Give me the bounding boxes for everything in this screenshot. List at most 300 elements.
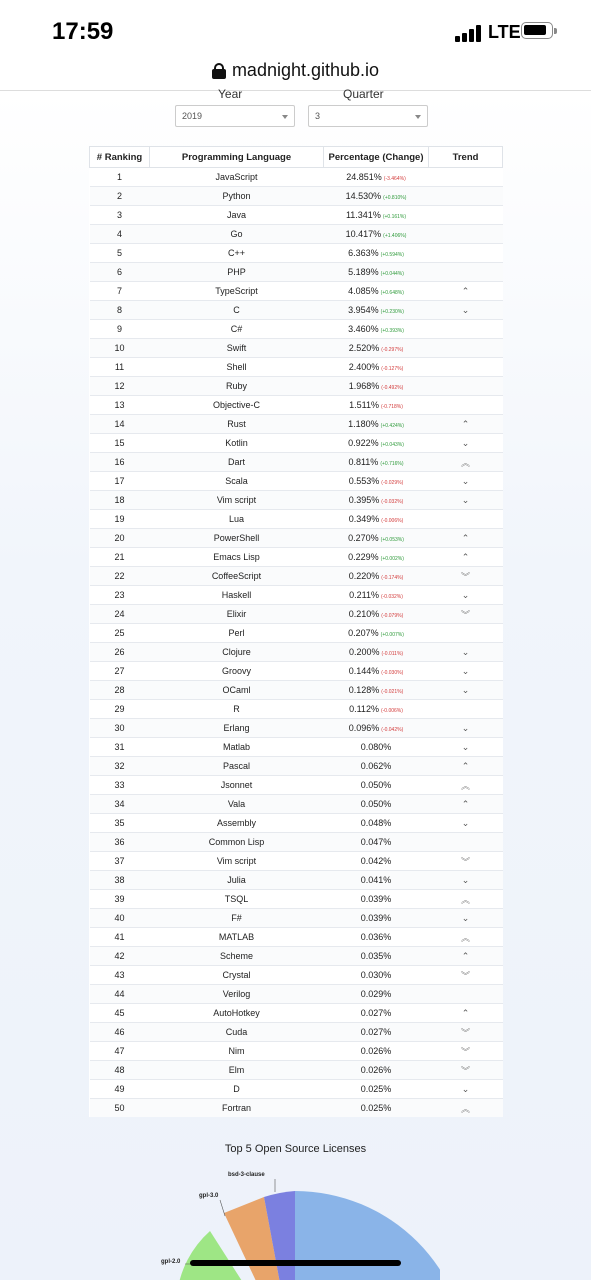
percentage-change: (+0.716%) [380, 461, 404, 467]
trend-cell [429, 795, 503, 814]
table-row [90, 909, 503, 928]
percentage-cell [324, 871, 429, 890]
percentage-change: (-0.011%) [381, 651, 404, 657]
percentage-change: (+0.594%) [380, 252, 404, 258]
percentage-cell [324, 776, 429, 795]
home-indicator[interactable] [190, 1260, 401, 1266]
table-row [90, 491, 503, 510]
rank-cell: 1 [90, 168, 150, 187]
trend-cell [429, 491, 503, 510]
double-chevron-down-icon: ︾ [460, 856, 470, 867]
page-content [0, 87, 591, 1280]
trend-cell [429, 1061, 503, 1080]
trend-cell [429, 510, 503, 529]
percentage-value: 0.144% [348, 666, 380, 676]
trend-cell [429, 814, 503, 833]
percentage-cell [324, 700, 429, 719]
percentage-cell [324, 643, 429, 662]
language-cell: Common Lisp [150, 833, 324, 852]
language-cell: Crystal [150, 966, 324, 985]
rank-cell: 25 [90, 624, 150, 643]
trend-cell [429, 529, 503, 548]
percentage-value: 0.025% [360, 1084, 392, 1094]
trend-cell [429, 1042, 503, 1061]
language-cell: TypeScript [150, 282, 324, 301]
chevron-down-icon: ⌄ [461, 741, 470, 752]
chevron-down-icon: ⌄ [461, 874, 470, 885]
rank-cell: 14 [90, 415, 150, 434]
percentage-change: (-0.297%) [381, 347, 404, 353]
trend-cell [429, 624, 503, 643]
percentage-cell [324, 890, 429, 909]
rank-cell: 31 [90, 738, 150, 757]
lock-icon [212, 63, 226, 79]
percentage-cell [324, 681, 429, 700]
double-chevron-down-icon: ︾ [460, 1027, 470, 1038]
language-cell: C [150, 301, 324, 320]
trend-cell [429, 1080, 503, 1099]
table-row [90, 966, 503, 985]
trend-cell [429, 263, 503, 282]
percentage-change: (+0.230%) [380, 309, 404, 315]
table-row [90, 643, 503, 662]
rank-cell: 22 [90, 567, 150, 586]
trend-cell [429, 662, 503, 681]
percentage-value: 0.128% [348, 685, 380, 695]
percentage-cell [324, 985, 429, 1004]
trend-cell [429, 586, 503, 605]
percentage-value: 0.041% [360, 875, 392, 885]
percentage-cell [324, 814, 429, 833]
language-cell: Ruby [150, 377, 324, 396]
percentage-value: 0.096% [348, 723, 380, 733]
percentage-cell [324, 377, 429, 396]
rank-cell: 35 [90, 814, 150, 833]
trend-cell [429, 187, 503, 206]
table-row [90, 358, 503, 377]
table-header-row [90, 147, 503, 168]
rank-cell: 8 [90, 301, 150, 320]
rank-cell: 33 [90, 776, 150, 795]
rank-cell: 20 [90, 529, 150, 548]
percentage-cell [324, 1061, 429, 1080]
percentage-cell [324, 928, 429, 947]
language-cell: Emacs Lisp [150, 548, 324, 567]
rank-cell: 26 [90, 643, 150, 662]
table-row [90, 1099, 503, 1118]
double-chevron-down-icon: ︾ [460, 609, 470, 620]
chevron-down-icon: ⌄ [461, 912, 470, 923]
language-cell: JavaScript [150, 168, 324, 187]
percentage-value: 24.851% [346, 172, 382, 182]
double-chevron-down-icon: ︾ [460, 970, 470, 981]
rank-cell: 10 [90, 339, 150, 358]
pie-label-bsd-3-clause: bsd-3-clause [228, 1172, 265, 1178]
percentage-value: 3.460% [348, 324, 379, 334]
chevron-up-icon: ⌃ [461, 798, 470, 809]
language-cell: Go [150, 225, 324, 244]
language-cell: F# [150, 909, 324, 928]
percentage-cell [324, 225, 429, 244]
table-row [90, 852, 503, 871]
year-select-value: 2019 [182, 111, 203, 121]
year-select[interactable] [175, 105, 295, 127]
trend-cell [429, 168, 503, 187]
language-cell: AutoHotkey [150, 1004, 324, 1023]
trend-cell [429, 738, 503, 757]
language-cell: Dart [150, 453, 324, 472]
rank-cell: 49 [90, 1080, 150, 1099]
trend-cell [429, 776, 503, 795]
percentage-value: 4.085% [348, 286, 379, 296]
chevron-down-icon: ⌄ [461, 304, 470, 315]
language-cell: PHP [150, 263, 324, 282]
percentage-change: (-0.079%) [381, 613, 404, 619]
rank-cell: 45 [90, 1004, 150, 1023]
rank-cell: 16 [90, 453, 150, 472]
chevron-up-icon: ⌃ [461, 285, 470, 296]
percentage-cell [324, 529, 429, 548]
language-cell: Verilog [150, 985, 324, 1004]
language-cell: Elixir [150, 605, 324, 624]
table-row [90, 396, 503, 415]
percentage-value: 0.042% [360, 856, 392, 866]
percentage-value: 0.025% [360, 1103, 392, 1113]
language-cell: OCaml [150, 681, 324, 700]
percentage-value: 0.270% [348, 533, 379, 543]
percentage-value: 0.027% [360, 1027, 392, 1037]
table-row [90, 187, 503, 206]
trend-cell [429, 757, 503, 776]
rank-cell: 40 [90, 909, 150, 928]
percentage-value: 0.030% [360, 970, 392, 980]
header-percentage[interactable]: Percentage (Change) [324, 147, 429, 168]
percentage-value: 0.039% [360, 913, 392, 923]
table-row [90, 510, 503, 529]
header-trend[interactable]: Trend [429, 147, 503, 168]
language-cell: Swift [150, 339, 324, 358]
rank-cell: 34 [90, 795, 150, 814]
percentage-cell [324, 282, 429, 301]
rank-cell: 43 [90, 966, 150, 985]
language-cell: Perl [150, 624, 324, 643]
trend-cell [429, 358, 503, 377]
percentage-cell [324, 947, 429, 966]
table-row [90, 1061, 503, 1080]
trend-cell [429, 871, 503, 890]
percentage-value: 0.039% [360, 894, 392, 904]
language-cell: Objective-C [150, 396, 324, 415]
table-row [90, 928, 503, 947]
percentage-change: (-0.718%) [380, 404, 403, 410]
percentage-cell [324, 1042, 429, 1061]
percentage-value: 3.954% [348, 305, 379, 315]
network-type: LTE [488, 22, 521, 42]
trend-cell [429, 1023, 503, 1042]
table-row [90, 757, 503, 776]
percentage-change: (+1.406%) [383, 233, 407, 239]
language-cell: Groovy [150, 662, 324, 681]
percentage-cell [324, 567, 429, 586]
chevron-down-icon: ⌄ [461, 1083, 470, 1094]
percentage-cell [324, 757, 429, 776]
trend-cell [429, 453, 503, 472]
trend-cell [429, 339, 503, 358]
year-label: Year [218, 87, 243, 101]
trend-cell [429, 244, 503, 263]
chevron-up-icon: ⌃ [461, 551, 470, 562]
trend-cell [429, 966, 503, 985]
address-bar[interactable] [0, 50, 591, 91]
percentage-value: 0.035% [360, 951, 392, 961]
rank-cell: 28 [90, 681, 150, 700]
percentage-value: 0.211% [349, 590, 379, 600]
percentage-value: 0.050% [360, 799, 392, 809]
chevron-down-icon: ⌄ [461, 684, 470, 695]
battery-icon [521, 22, 553, 39]
trend-cell [429, 282, 503, 301]
rank-cell: 41 [90, 928, 150, 947]
percentage-change: (-0.029%) [381, 480, 404, 486]
table-row [90, 206, 503, 225]
table-row [90, 871, 503, 890]
percentage-cell [324, 187, 429, 206]
percentage-change: (-0.006%) [381, 518, 404, 524]
table-row [90, 453, 503, 472]
chevron-down-icon: ⌄ [461, 665, 470, 676]
percentage-value: 5.189% [348, 267, 379, 277]
rank-cell: 46 [90, 1023, 150, 1042]
table-row [90, 301, 503, 320]
trend-cell [429, 833, 503, 852]
percentage-value: 0.349% [348, 514, 380, 524]
rank-cell: 44 [90, 985, 150, 1004]
pie-chart-title: Top 5 Open Source Licenses [224, 1143, 367, 1155]
rank-cell: 21 [90, 548, 150, 567]
double-chevron-up-icon: ︽ [460, 932, 470, 943]
trend-cell [429, 396, 503, 415]
rank-cell: 38 [90, 871, 150, 890]
double-chevron-up-icon: ︽ [460, 457, 470, 468]
percentage-change: (+0.161%) [382, 214, 407, 220]
language-cell: Vala [150, 795, 324, 814]
rank-cell: 27 [90, 662, 150, 681]
percentage-value: 0.036% [360, 932, 392, 942]
chevron-up-icon: ⌃ [461, 760, 470, 771]
language-cell: Rust [150, 415, 324, 434]
table-row [90, 719, 503, 738]
percentage-value: 0.080% [360, 742, 392, 752]
chevron-down-icon [415, 115, 421, 119]
table-row [90, 681, 503, 700]
language-cell: Cuda [150, 1023, 324, 1042]
percentage-value: 0.922% [348, 438, 379, 448]
trend-cell [429, 225, 503, 244]
percentage-cell [324, 1004, 429, 1023]
percentage-value: 0.050% [360, 780, 392, 790]
percentage-cell [324, 453, 429, 472]
ranking-table [89, 146, 503, 1117]
percentage-value: 0.062% [360, 761, 392, 771]
percentage-cell [324, 738, 429, 757]
trend-cell [429, 301, 503, 320]
table-row [90, 624, 503, 643]
table-row [90, 472, 503, 491]
language-cell: Pascal [150, 757, 324, 776]
percentage-cell [324, 320, 429, 339]
percentage-change: (-0.127%) [381, 366, 404, 372]
percentage-change: (+0.424%) [380, 423, 404, 429]
percentage-change: (-0.006%) [380, 708, 403, 714]
percentage-change: (-0.492%) [381, 385, 404, 391]
language-cell: PowerShell [150, 529, 324, 548]
table-row [90, 947, 503, 966]
percentage-value: 0.229% [348, 552, 379, 562]
language-cell: TSQL [150, 890, 324, 909]
percentage-cell [324, 244, 429, 263]
percentage-value: 2.400% [348, 362, 380, 372]
quarter-select[interactable] [308, 105, 428, 127]
rank-cell: 3 [90, 206, 150, 225]
rank-cell: 36 [90, 833, 150, 852]
table-row [90, 662, 503, 681]
double-chevron-down-icon: ︾ [460, 1046, 470, 1057]
percentage-cell [324, 510, 429, 529]
pie-label-gpl-2.0: gpl-2.0 [161, 1259, 181, 1265]
quarter-select-value: 3 [315, 111, 321, 121]
trend-cell [429, 206, 503, 225]
percentage-change: (+0.393%) [380, 328, 404, 334]
language-cell: Vim script [150, 491, 324, 510]
double-chevron-down-icon: ︾ [460, 1065, 470, 1076]
language-cell: Shell [150, 358, 324, 377]
rank-cell: 15 [90, 434, 150, 453]
percentage-change: (+0.044%) [380, 271, 404, 277]
language-cell: Python [150, 187, 324, 206]
table-row [90, 567, 503, 586]
pie-slice-mit[interactable] [295, 1191, 440, 1280]
percentage-cell [324, 491, 429, 510]
table-row [90, 548, 503, 567]
percentage-value: 0.027% [360, 1008, 392, 1018]
table-row [90, 795, 503, 814]
percentage-change: (+0.053%) [380, 537, 404, 543]
percentage-change: (+0.810%) [383, 195, 407, 201]
rank-cell: 6 [90, 263, 150, 282]
chevron-down-icon: ⌄ [461, 817, 470, 828]
chevron-up-icon: ⌃ [461, 950, 470, 961]
chevron-down-icon: ⌄ [461, 646, 470, 657]
table-row [90, 814, 503, 833]
table-row [90, 1080, 503, 1099]
rank-cell: 11 [90, 358, 150, 377]
rank-cell: 19 [90, 510, 150, 529]
percentage-change: (+0.007%) [380, 632, 404, 638]
percentage-change: (-0.032%) [381, 499, 404, 505]
percentage-value: 0.026% [360, 1046, 392, 1056]
trend-cell [429, 377, 503, 396]
double-chevron-down-icon: ︾ [460, 571, 470, 582]
language-cell: Lua [150, 510, 324, 529]
language-cell: Erlang [150, 719, 324, 738]
percentage-cell [324, 415, 429, 434]
chevron-down-icon: ⌄ [461, 494, 470, 505]
percentage-change: (-0.030%) [381, 670, 404, 676]
table-row [90, 339, 503, 358]
table-row [90, 244, 503, 263]
language-cell: Nim [150, 1042, 324, 1061]
trend-cell [429, 567, 503, 586]
language-cell: Kotlin [150, 434, 324, 453]
rank-cell: 32 [90, 757, 150, 776]
header-language[interactable]: Programming Language [150, 147, 324, 168]
rank-cell: 30 [90, 719, 150, 738]
percentage-value: 0.029% [360, 989, 392, 999]
language-cell: Scheme [150, 947, 324, 966]
percentage-cell [324, 719, 429, 738]
percentage-cell [324, 434, 429, 453]
table-row [90, 738, 503, 757]
language-cell: C++ [150, 244, 324, 263]
table-row [90, 1042, 503, 1061]
table-row [90, 434, 503, 453]
trend-cell [429, 472, 503, 491]
language-cell: Julia [150, 871, 324, 890]
trend-cell [429, 605, 503, 624]
chevron-up-icon: ⌃ [461, 1007, 470, 1018]
double-chevron-up-icon: ︽ [460, 780, 470, 791]
percentage-value: 0.553% [348, 476, 380, 486]
trend-cell [429, 643, 503, 662]
percentage-change: (-0.032%) [380, 594, 403, 600]
percentage-value: 2.520% [348, 343, 380, 353]
language-cell: R [150, 700, 324, 719]
percentage-value: 0.048% [360, 818, 392, 828]
rank-cell: 29 [90, 700, 150, 719]
header-ranking[interactable]: # Ranking [90, 147, 150, 168]
trend-cell [429, 700, 503, 719]
ranking-table-body [90, 168, 503, 1118]
trend-cell [429, 415, 503, 434]
table-row [90, 168, 503, 187]
language-cell: CoffeeScript [150, 567, 324, 586]
double-chevron-up-icon: ︽ [460, 1103, 470, 1114]
percentage-cell [324, 396, 429, 415]
percentage-value: 0.200% [348, 647, 380, 657]
percentage-value: 14.530% [345, 191, 382, 201]
percentage-cell [324, 966, 429, 985]
clock: 17:59 [52, 18, 114, 45]
table-row [90, 833, 503, 852]
percentage-cell [324, 605, 429, 624]
percentage-cell [324, 301, 429, 320]
table-row [90, 776, 503, 795]
cellular-signal-icon [455, 24, 481, 42]
trend-cell [429, 719, 503, 738]
table-row [90, 415, 503, 434]
percentage-change: (-0.042%) [381, 727, 404, 733]
chevron-up-icon: ⌃ [461, 532, 470, 543]
percentage-value: 0.047% [360, 837, 392, 847]
rank-cell: 2 [90, 187, 150, 206]
language-cell: Fortran [150, 1099, 324, 1118]
language-cell: Java [150, 206, 324, 225]
rank-cell: 13 [90, 396, 150, 415]
percentage-cell [324, 548, 429, 567]
rank-cell: 18 [90, 491, 150, 510]
percentage-cell [324, 358, 429, 377]
percentage-cell [324, 624, 429, 643]
